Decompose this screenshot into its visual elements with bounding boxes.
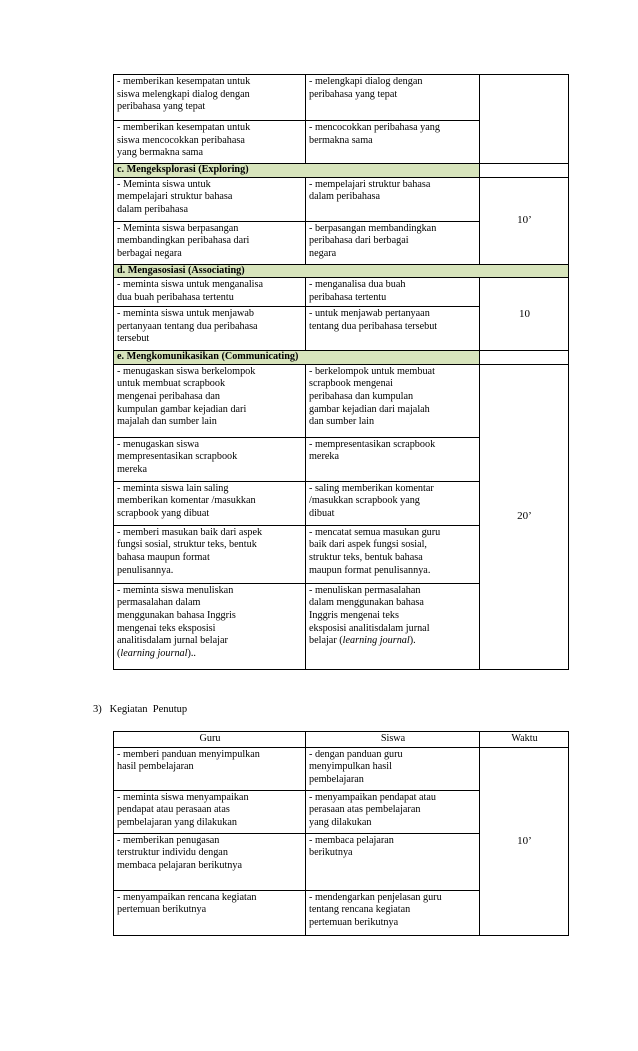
activity-table-main <box>113 74 569 670</box>
guru-cell: - meminta siswa lain saling memberikan komentar /masukkan scrapbook yang dibuat <box>114 481 306 525</box>
section-heading-exploring: c. Mengeksplorasi (Exploring) <box>114 164 480 178</box>
time-cell: 10 <box>480 278 569 351</box>
siswa-italic-text: learning journal <box>342 635 410 647</box>
guru-cell: - Meminta siswa berpasangan membandingkan peribahasa dari berbagai negara <box>114 221 306 264</box>
guru-cell: - menyampaikan rencana kegiatan pertemuan berikutnya <box>114 890 306 935</box>
guru-italic-text: learning journal <box>120 647 188 659</box>
guru-cell <box>114 583 306 669</box>
siswa-cell: - melengkapi dialog dengan peribahasa yang tepat <box>306 75 480 121</box>
time-cell <box>480 75 569 164</box>
guru-cell: - Meminta siswa untuk mempelajari struktur bahasa dalam peribahasa <box>114 177 306 221</box>
siswa-cell: - mencocokkan peribahasa yang bermakna sama <box>306 121 480 164</box>
siswa-cell <box>306 583 480 669</box>
siswa-cell: - membaca pelajaran berikutnya <box>306 833 480 890</box>
siswa-cell: - mendengarkan penjelasan guru tentang rencana kegiatan pertemuan berikutnya <box>306 890 480 935</box>
section-heading-communicating: e. Mengkomunikasikan (Communicating) <box>114 351 480 365</box>
guru-cell: - meminta siswa untuk menganalisa dua buah peribahasa tertentu <box>114 278 306 307</box>
guru-cell: - menugaskan siswa berkelompok untuk membuat scrapbook mengenai peribahasa dan kumpulan gambar kejadian dari majalah dan sumber lain <box>114 364 306 437</box>
siswa-cell: - saling memberikan komentar /masukkan scrapbook yang dibuat <box>306 481 480 525</box>
guru-cell: - memberikan kesempatan untuk siswa mencocokkan peribahasa yang bermakna sama <box>114 121 306 164</box>
guru-tail-text: ).. <box>187 647 196 659</box>
siswa-cell: - berpasangan membandingkan peribahasa dari berbagai negara <box>306 221 480 264</box>
guru-cell: - meminta siswa menyampaikan pendapat atau perasaan atas pembelajaran yang dilakukan <box>114 790 306 833</box>
siswa-text: - menuliskan permasalahan dalam menggunakan bahasa Inggris mengenai teks eksposisi analitisdalam jurnal belajar ( <box>309 584 430 647</box>
guru-cell: - memberi panduan menyimpulkan hasil pembelajaran <box>114 747 306 790</box>
guru-cell: - menugaskan siswa mempresentasikan scrapbook mereka <box>114 437 306 481</box>
guru-cell: - memberi masukan baik dari aspek fungsi sosial, struktur teks, bentuk bahasa maupun format penulisannya. <box>114 525 306 583</box>
siswa-cell: - berkelompok untuk membuat scrapbook mengenai peribahasa dan kumpulan gambar kejadian dari majalah dan sumber lain <box>306 364 480 437</box>
penutup-heading: 3) Kegiatan Penutup <box>93 704 188 715</box>
siswa-cell: - menyampaikan pendapat atau perasaan atas pembelajaran yang dilakukan <box>306 790 480 833</box>
siswa-tail-text: ). <box>409 635 416 647</box>
header-siswa: Siswa <box>306 732 480 748</box>
time-cell: 10’ <box>480 747 569 935</box>
siswa-cell: - menganalisa dua buah peribahasa tertentu <box>306 278 480 307</box>
heading-spacer-cell <box>480 351 569 365</box>
siswa-cell: - mempresentasikan scrapbook mereka <box>306 437 480 481</box>
time-cell: 10’ <box>480 177 569 264</box>
header-guru: Guru <box>114 732 306 748</box>
guru-text: - meminta siswa menuliskan permasalahan dalam menggunakan bahasa Inggris mengenai teks eksposisi analitisdalam jurnal belajar ( <box>117 584 236 659</box>
siswa-cell: - mempelajari struktur bahasa dalam peribahasa <box>306 177 480 221</box>
siswa-cell: - mencatat semua masukan guru baik dari aspek fungsi sosial, struktur teks, bentuk bahasa maupun format penulisannya. <box>306 525 480 583</box>
guru-cell: - memberikan penugasan terstruktur individu dengan membaca pelajaran berikutnya <box>114 833 306 890</box>
siswa-cell: - untuk menjawab pertanyaan tentang dua peribahasa tersebut <box>306 307 480 351</box>
time-cell: 20’ <box>480 364 569 669</box>
header-waktu: Waktu <box>480 732 569 748</box>
heading-spacer-cell <box>480 164 569 178</box>
guru-cell: - meminta siswa untuk menjawab pertanyaan tentang dua peribahasa tersebut <box>114 307 306 351</box>
section-heading-associating: d. Mengasosiasi (Associating) <box>114 264 569 278</box>
siswa-cell: - dengan panduan guru menyimpulkan hasil pembelajaran <box>306 747 480 790</box>
closing-activity-table <box>113 731 569 936</box>
guru-cell: - memberikan kesempatan untuk siswa melengkapi dialog dengan peribahasa yang tepat <box>114 75 306 121</box>
